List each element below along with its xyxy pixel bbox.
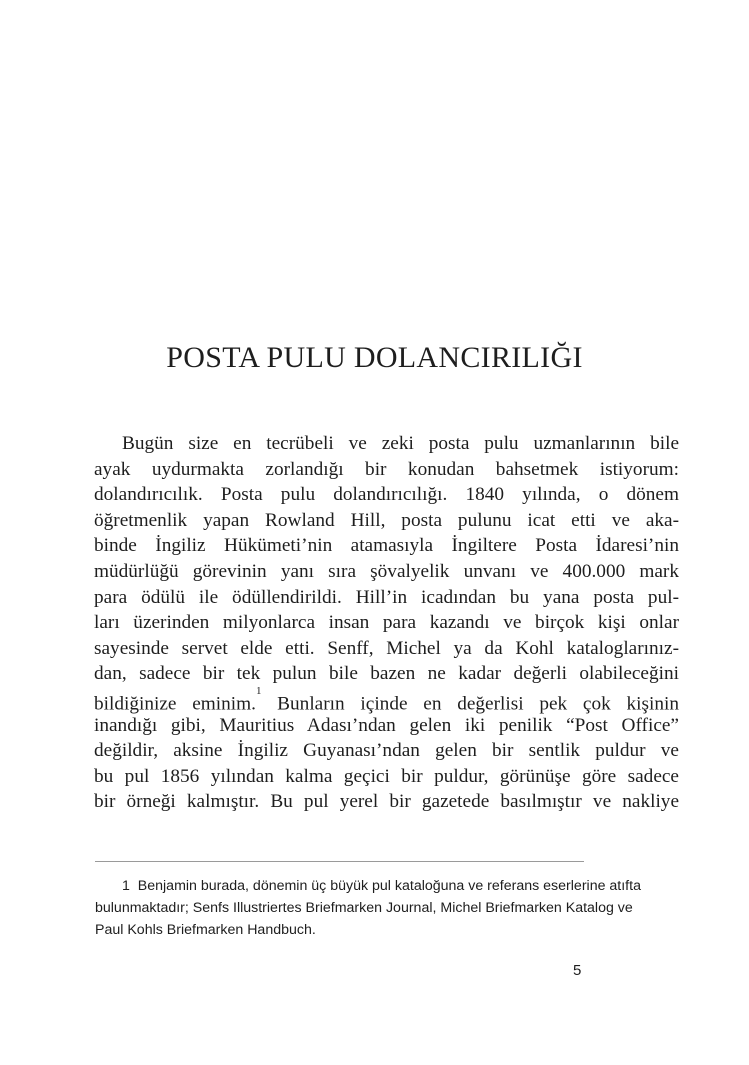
chapter-title: POSTA PULU DOLANCIRILIĞI	[166, 341, 583, 374]
body-line-with-footnote	[94, 684, 679, 715]
body-line: bu pul 1856 yılından kalma geçici bir puldur, görünüşe göre sadece	[94, 765, 679, 787]
body-line-start: bildiğinize eminim.	[94, 693, 256, 715]
footnote-reference[interactable]: 1	[255, 684, 262, 697]
footnote-text: Benjamin burada, dönemin üç büyük pul kataloğuna ve referans eserlerine atıfta	[137, 878, 641, 894]
body-line: binde İngiliz Hükümeti’nin atamasıyla İngiltere Posta İdaresi’nin	[94, 535, 679, 557]
body-line: ayak uydurmakta zorlandığı bir konudan bahsetmek istiyorum:	[94, 458, 679, 480]
body-line: Bugün size en tecrübeli ve zeki posta pulu uzmanlarının bile	[122, 433, 679, 454]
body-line: para ödülü ile ödüllendirildi. Hill’in icadından bu yana posta pul-	[94, 586, 679, 608]
body-line: müdürlüğü görevinin yanı sıra şövalyelik unvanı ve 400.000 mark	[94, 560, 679, 582]
body-line: öğretmenlik yapan Rowland Hill, posta pulunu icat etti ve aka-	[94, 509, 679, 531]
page-number: 5	[573, 962, 582, 979]
body-line: inandığı gibi, Mauritius Adası’ndan gelen iki penilik “Post Office”	[94, 714, 679, 736]
footnote-divider	[95, 861, 584, 862]
body-line: dan, sadece bir tek pulun bile bazen ne kadar değerli olabileceğini	[94, 663, 679, 685]
footnote-line: Paul Kohls Briefmarken Handbuch.	[95, 922, 316, 938]
footnote-line	[95, 875, 680, 897]
body-paragraph	[94, 431, 679, 815]
footnote-number: 1	[122, 878, 130, 894]
footnote-line: bulunmaktadır; Senfs Illustriertes Briefmarken Journal, Michel Briefmarken Katalog ve	[95, 900, 633, 916]
body-line: bir örneği kalmıştır. Bu pul yerel bir gazetede basılmıştır ve nakliye	[94, 791, 679, 813]
body-line: sayesinde servet elde etti. Senff, Michel ya da Kohl kataloglarınız-	[94, 637, 679, 659]
body-line: değildir, aksine İngiliz Guyanası’ndan gelen bir sentlik puldur ve	[94, 740, 679, 762]
body-line: ları üzerinden milyonlarca insan para kazandı ve birçok kişi onlar	[94, 612, 679, 634]
body-line-end: Bunların içinde en değerlisi pek çok kişinin	[261, 693, 679, 715]
body-line: dolandırıcılık. Posta pulu dolandırıcılığı. 1840 yılında, o dönem	[94, 484, 679, 506]
footnote	[95, 875, 680, 941]
